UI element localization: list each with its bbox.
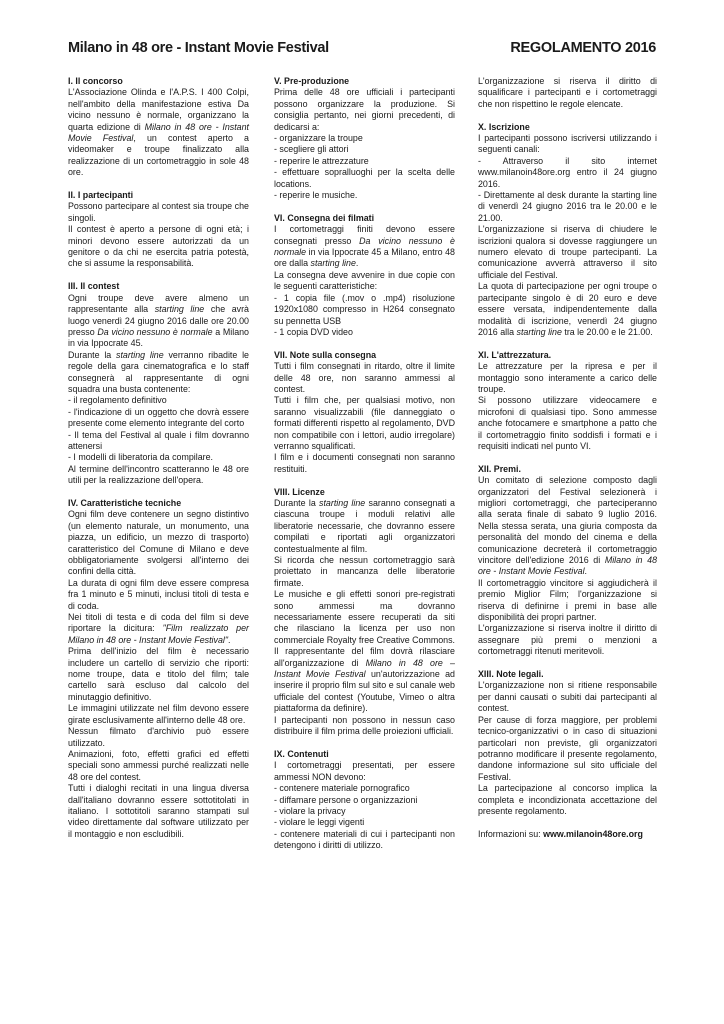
paragraph xyxy=(68,87,249,178)
text-run: Un comitato di selezione composto dagli organizzatori del Festival selezionerà i migliori cortometraggi, che parteciperanno alla serata finale di sabato 9 luglio 2016. Nella stessa serata, una giuria composta da personalità del mondo del cinema e della comunicazione decreterà il cortometraggio vincitore dell'edizione 2016 di xyxy=(478,475,657,566)
text-run: tra le 20.00 e le 21.00. xyxy=(561,326,653,337)
text-run: Nessun filmato d'archivio può essere utilizzato. xyxy=(68,726,249,748)
text-run: Per cause di forza maggiore, per problemi tecnico-organizzativi o in caso di situazioni particolari non previste, gli organizzatori potranno modificare il presente regolamento, dandone informazione sul sito ufficiale del Festival. xyxy=(478,714,657,782)
paragraph xyxy=(274,293,455,327)
text-run: - l'indicazione di un oggetto che dovrà essere presente come elemento integrante del corto xyxy=(68,406,249,429)
paragraph xyxy=(68,464,249,487)
text-run: Tutti i film consegnati in ritardo, oltre il limite delle 48 ore, non saranno ammessi al contest. xyxy=(274,361,455,394)
section xyxy=(478,350,657,453)
text-run: - contenere materiali di cui i partecipanti non detengono i diritti di utilizzo. xyxy=(274,828,455,851)
section-heading: IV. Caratteristiche tecniche xyxy=(68,497,182,508)
paragraph xyxy=(68,395,249,406)
section xyxy=(274,350,455,475)
text-run: un'autorizzazione ad inserire il proprio film sul sito e sul canale web ufficiale del contest (Youtube, Vimeo o altra piattaforma da definire). xyxy=(274,669,455,714)
section xyxy=(478,464,657,658)
text-run: - Il tema del Festival al quale i film dovranno attenersi xyxy=(68,429,249,451)
text-run: Prima delle 48 ore ufficiali i partecipanti possono organizzare la produzione. Si consiglia pertanto, nei giorni precedenti, di dedicarsi a: xyxy=(274,87,455,132)
section-heading: V. Pre-produzione xyxy=(274,76,350,86)
section-heading: IX. Contenuti xyxy=(274,748,329,759)
text-run: L'organizzazione si riserva il diritto di squalificare i partecipanti e i cortometraggi che non rispettino le regole elencate. xyxy=(478,76,657,109)
text-run: - diffamare persone o organizzazioni xyxy=(274,794,418,805)
paragraph xyxy=(478,133,657,156)
text-run: - violare le leggi vigenti xyxy=(274,817,365,828)
text-run: - violare la privacy xyxy=(274,805,346,816)
text-run: Durante la xyxy=(68,349,116,360)
section-heading: XIII. Note legali. xyxy=(478,669,544,680)
paragraph xyxy=(68,612,249,646)
text-run: L'Associazione Olinda e l'A.P.S. I 400 Colpi, nell'ambito della manifestazione estiva Da vicino nessuno è normale, organizzano la quarta edizione di xyxy=(68,87,249,132)
text-run: verranno ribadite le regole della gara cinematografica e lo staff consegnerà al rappresentante di ogni squadra una busta contenente: xyxy=(68,349,249,394)
paragraph xyxy=(478,76,657,110)
text-run: Da vicino nessuno è normale xyxy=(97,326,213,337)
text-run: - reperire le musiche. xyxy=(274,190,358,201)
text-column-3 xyxy=(478,76,657,852)
text-run: starting line xyxy=(319,497,366,508)
section xyxy=(274,76,455,201)
section-heading: XI. L'attrezzatura. xyxy=(478,349,552,360)
paragraph xyxy=(274,133,455,144)
text-run: a Milano in via Ippocrate 45. xyxy=(68,326,249,349)
paragraph xyxy=(274,817,455,828)
paragraph xyxy=(478,623,657,657)
section xyxy=(68,76,249,179)
paragraph xyxy=(274,806,455,817)
section-heading: X. Iscrizione xyxy=(478,121,530,132)
section xyxy=(68,498,249,840)
text-run: Tutti i dialoghi recitati in una lingua diversa dall'italiano dovranno essere sottotitolati in italiano. I sottotitoli saranno stampati sul video direttamente dal software utilizzato per il montaggio e non escludibili. xyxy=(68,783,249,839)
page-header xyxy=(68,40,656,62)
paragraph xyxy=(68,224,249,270)
text-run: I partecipanti possono iscriversi utilizzando i seguenti canali: xyxy=(478,133,657,155)
text-run: I film e i documenti consegnati non saranno restituiti. xyxy=(274,452,455,474)
text-run: Milano in 48 ore - Instant Movie Festival xyxy=(68,121,249,144)
paragraph xyxy=(68,430,249,453)
section-heading: XII. Premi. xyxy=(478,463,521,474)
paragraph xyxy=(478,680,657,714)
section-heading: II. I partecipanti xyxy=(68,190,134,201)
text-column-1 xyxy=(68,76,249,852)
paragraph xyxy=(478,578,657,624)
text-column-2 xyxy=(274,76,455,863)
text-run: - reperire le attrezzature xyxy=(274,155,369,166)
paragraph xyxy=(68,350,249,396)
text-run: - 1 copia DVD video xyxy=(274,326,353,337)
text-run: Ogni film deve contenere un segno distintivo (un elemento naturale, un monumento, una piazza, un edificio, un mezzo di trasporto) caratteristico del Comune di Milano e deve obbligatoriamente svolgersi all'interno dei confini della città. xyxy=(68,509,249,577)
text-run: Le immagini utilizzate nel film devono essere girate esclusivamente all'interno delle 48 ore. xyxy=(68,703,249,725)
paragraph xyxy=(274,646,455,714)
paragraph xyxy=(274,795,455,806)
text-run: starting line xyxy=(310,258,356,269)
section-heading: VIII. Licenze xyxy=(274,486,325,497)
text-run: starting line xyxy=(116,349,164,360)
text-run: Informazioni su: xyxy=(478,828,544,839)
paragraph xyxy=(68,783,249,840)
paragraph xyxy=(68,578,249,612)
text-run: La quota di partecipazione per ogni troupe o partecipante singolo è di 20 euro e deve essere versata, indipendentemente dalla modalità di iscrizione, venerdì 24 giugno 2016 alla xyxy=(478,281,657,337)
text-run: - scegliere gli attori xyxy=(274,144,349,155)
paragraph xyxy=(478,715,657,783)
paragraph xyxy=(274,224,455,270)
text-run: La consegna deve avvenire in due copie con le seguenti caratteristiche: xyxy=(274,269,455,292)
paragraph xyxy=(274,829,455,852)
text-run: , un contest aperto a videomaker e troupe finalizzato alla realizzazione di un cortometraggio in sole 48 ore. xyxy=(68,133,249,178)
paragraph xyxy=(68,201,249,224)
paragraph xyxy=(478,224,657,281)
paragraph xyxy=(274,715,455,738)
section xyxy=(68,190,249,270)
text-run: "Film realizzato per Milano in 48 ore - Instant Movie Festival" xyxy=(68,623,249,645)
paragraph xyxy=(274,190,455,201)
paragraph xyxy=(478,829,657,840)
paragraph xyxy=(68,293,249,350)
section-heading: III. Il contest xyxy=(68,281,120,292)
text-run: Le attrezzature per la ripresa e per il montaggio sono interamente a carico delle troupe. xyxy=(478,361,657,394)
text-run: che avrà luogo venerdì 24 giugno 2016 dalle ore 20.00 presso xyxy=(68,304,249,337)
paragraph xyxy=(274,555,455,589)
text-run: - effettuare sopralluoghi per la scelta delle locations. xyxy=(274,167,455,189)
text-run: Prima dell'inizio del film è necessario includere un cartello di servizio che riporti: nome troupe, data e titolo del film; tale cartello sarà escluso dal calcolo del minutaggio definitivo. xyxy=(68,646,249,702)
paragraph xyxy=(68,726,249,749)
paragraph xyxy=(478,156,657,190)
paragraph xyxy=(478,783,657,817)
paragraph xyxy=(274,361,455,395)
text-run: Possono partecipare al contest sia troupe che singoli. xyxy=(68,201,249,223)
text-run: Si ricorda che nessun cortometraggio sarà proiettato in mancanza delle liberatorie firmate. xyxy=(274,555,455,588)
text-run: Le musiche e gli effetti sonori pre-registrati sono ammessi ma dovranno necessariamente essere recuperati da siti che rilasciano la licenza per uso non commerciale Royalty free Creative Commons. xyxy=(274,589,456,645)
section xyxy=(274,213,455,338)
paragraph xyxy=(478,190,657,224)
section-heading: VI. Consegna dei filmati xyxy=(274,212,375,223)
text-run: - Attraverso il sito internet www.milanoin48ore.org entro il 24 giugno 2016. xyxy=(478,155,657,189)
section xyxy=(274,749,455,852)
text-run: Da vicino nessuno è normale xyxy=(274,235,455,258)
text-run: I cortometraggi presentati, per essere ammessi NON devono: xyxy=(274,760,455,782)
section-heading: VII. Note sulla consegna xyxy=(274,349,377,360)
paragraph xyxy=(68,452,249,463)
paragraph xyxy=(274,760,455,783)
text-run: saranno consegnati a ciascuna troupe i moduli relativi alle liberatorie necessarie, che dovranno essere compilati e riportati agli organizzatori contestualmente al film. xyxy=(274,497,455,554)
paragraph xyxy=(478,475,657,578)
text-run: Durante la xyxy=(274,497,320,508)
section xyxy=(274,487,455,738)
paragraph xyxy=(274,783,455,794)
text-run: L'organizzazione si riserva di chiudere le iscrizioni qualora si dovesse raggiungere un numero elevato di troupe partecipanti. La comunicazione avverrà attraverso il sito ufficiale del Festival. xyxy=(478,224,657,280)
text-run: - I modelli di liberatoria da compilare. xyxy=(68,452,214,463)
text-run: L'organizzazione non si ritiene responsabile per danni causati o subiti dai partecipanti al contest. xyxy=(478,680,657,714)
text-run: Al termine dell'incontro scatteranno le 48 ore utili per la realizzazione dell'opera. xyxy=(68,463,249,486)
paragraph xyxy=(274,270,455,293)
text-run: I partecipanti non possono in nessun caso distribuire il film prima delle proiezioni ufficiali. xyxy=(274,714,455,737)
text-run: La durata di ogni film deve essere compresa fra 1 minuto e 5 minuti, inclusi titoli di testa e di coda. xyxy=(68,577,249,611)
paragraph xyxy=(274,395,455,452)
paragraph xyxy=(274,144,455,155)
section xyxy=(478,829,657,840)
text-run: starting line xyxy=(154,304,205,315)
text-run: starting line xyxy=(516,326,562,337)
text-run: in via Ippocrate 45 a Milano, entro 48 ore dalla xyxy=(274,247,455,269)
paragraph xyxy=(274,452,455,475)
paragraph xyxy=(68,646,249,703)
paragraph xyxy=(68,407,249,430)
website-link[interactable]: www.milanoin48ore.org xyxy=(543,828,643,839)
paragraph xyxy=(274,87,455,133)
paragraph xyxy=(68,509,249,577)
text-run: Tutti i film che, per qualsiasi motivo, non saranno visualizzabili (file danneggiato o formati differenti rispetto al regolamento, DVD non compatibile con i lettori, audio irregolare) verranno squalificati. xyxy=(274,395,455,451)
text-run: . xyxy=(228,634,231,645)
text-run: - Direttamente al desk durante la starting line di venerdì 24 giugno 2016 tra le 20.00 e le 21.00. xyxy=(478,190,657,223)
paragraph xyxy=(478,395,657,452)
text-run: - il regolamento definitivo xyxy=(68,395,167,406)
text-run: Il cortometraggio vincitore si aggiudicherà il premio Miglior Film; l'organizzazione si riserva di definirne i premi in base alle disponibilità dei propri partner. xyxy=(478,577,657,623)
text-run: . xyxy=(584,566,588,577)
section-heading: I. Il concorso xyxy=(68,76,123,86)
text-run: - 1 copia file (.mov o .mp4) risoluzione 1920x1080 compresso in H264 consegnato su pennetta USB xyxy=(274,292,455,326)
text-run: Nei titoli di testa e di coda del film si deve riportare la dicitura: xyxy=(68,612,249,634)
paragraph xyxy=(68,703,249,726)
text-run: Animazioni, foto, effetti grafici ed effetti speciali sono ammessi purché realizzati nelle 48 ore del contest. xyxy=(68,748,249,782)
text-run: Si possono utilizzare videocamere e microfoni di qualsiasi tipo. Sono ammesse anche fotocamere e smartphone a patto che il cortometraggio finito soddisfi i formati e i requisiti indicati nel punto VI. xyxy=(478,395,657,451)
paragraph xyxy=(68,749,249,783)
text-run: La partecipazione al concorso implica la completa e incondizionata accettazione del presente regolamento. xyxy=(478,783,657,816)
paragraph xyxy=(274,156,455,167)
text-run: - organizzare la troupe xyxy=(274,133,363,144)
text-run: Il contest è aperto a persone di ogni età; i minori devono essere autorizzati da un genitore o da chi ne esercita patria potestà, che si assume la responsabilità. xyxy=(68,224,249,269)
text-run: Milano in 48 ore - Instant Movie Festival xyxy=(478,555,658,577)
text-run: Milano in 48 ore – Instant Movie Festival xyxy=(274,657,455,680)
paragraph xyxy=(274,498,455,555)
paragraph xyxy=(274,589,455,646)
paragraph xyxy=(274,327,455,338)
document-title: Milano in 48 ore - Instant Movie Festival xyxy=(68,40,329,56)
text-run: - contenere materiale pornografico xyxy=(274,783,410,794)
section xyxy=(478,122,657,339)
section xyxy=(478,669,657,817)
text-run: Ogni troupe deve avere almeno un rappresentante alla xyxy=(68,292,249,315)
section xyxy=(478,76,657,110)
paragraph xyxy=(274,167,455,190)
text-run: Il rappresentante del film dovrà rilasciare all'organizzazione di xyxy=(274,646,455,668)
document-subtitle: REGOLAMENTO 2016 xyxy=(510,40,656,56)
paragraph xyxy=(478,281,657,338)
section xyxy=(68,281,249,486)
text-run: L'organizzazione si riserva inoltre il diritto di assegnare più premi o menzioni a cortometraggi ritenuti meritevoli. xyxy=(478,623,657,657)
text-run: I cortometraggi finiti devono essere consegnati presso xyxy=(274,224,455,246)
paragraph xyxy=(478,361,657,395)
text-run: . xyxy=(355,258,359,269)
